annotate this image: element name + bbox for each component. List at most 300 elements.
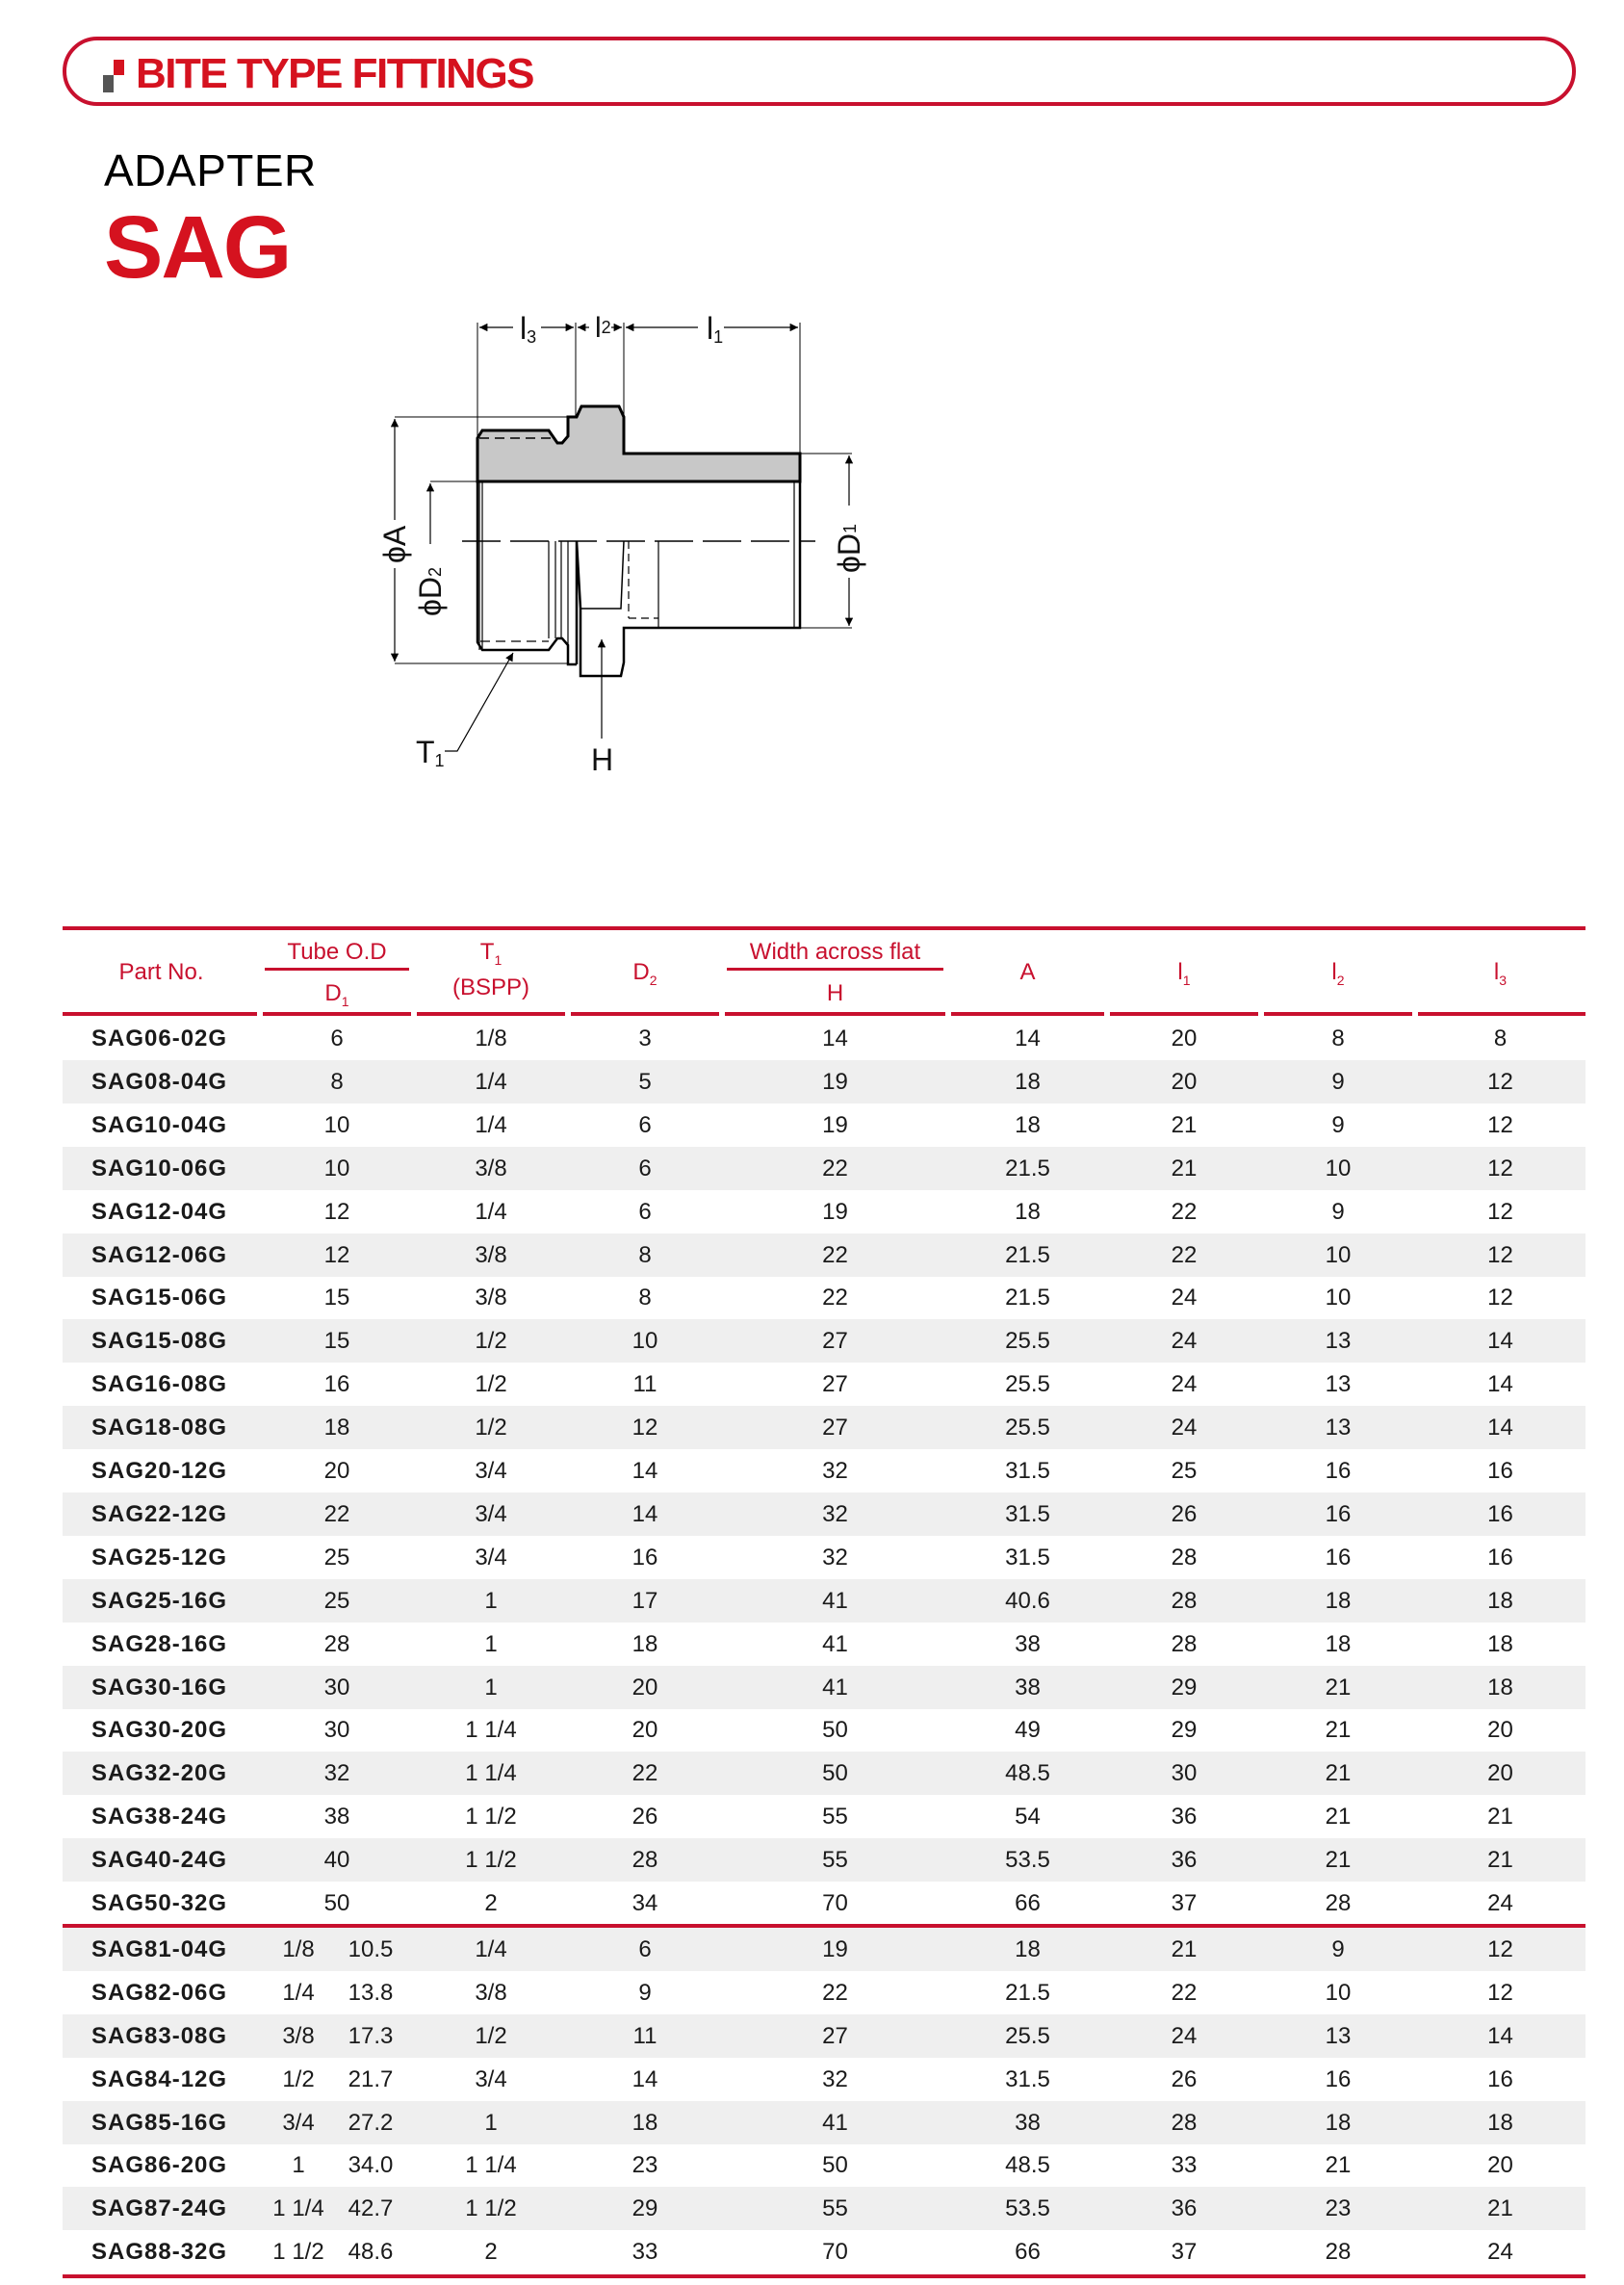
- cell-d2: 8: [638, 1241, 652, 1268]
- cell-l1: 36: [1171, 1847, 1198, 1874]
- cell-d2: 6: [638, 1935, 652, 1962]
- cell-thread-t1: 3/4: [475, 1500, 507, 1527]
- table-row: [63, 2058, 1585, 2101]
- cell-l3: 14: [1487, 1328, 1513, 1355]
- svg-text:ϕD1: ϕD1: [832, 523, 866, 573]
- cell-thread-t1: 1/4: [475, 1068, 507, 1095]
- cell-thread-t1: 1/4: [475, 1111, 507, 1138]
- technical-drawing: [366, 289, 1309, 847]
- section-title: BITE TYPE FITTINGS: [136, 50, 534, 97]
- cell-thread-t1: 1/4: [475, 1935, 507, 1962]
- cell-d2: 33: [632, 2239, 658, 2266]
- cell-l1: 24: [1171, 1415, 1198, 1441]
- header-t1: $T_1$: [479, 939, 503, 968]
- cell-a: 25.5: [1005, 2022, 1050, 2049]
- cell-l3: 20: [1487, 2152, 1513, 2179]
- table-top-rule: [63, 926, 1585, 930]
- cell-thread-t1: 3/8: [475, 1241, 507, 1268]
- cell-thread-t1: 1 1/2: [465, 1847, 517, 1874]
- cell-l1: 37: [1171, 2239, 1198, 2266]
- cell-l2: 9: [1331, 1111, 1345, 1138]
- cell-h: 22: [822, 1285, 848, 1311]
- cell-l2: 21: [1325, 2152, 1352, 2179]
- cell-l1: 24: [1171, 2022, 1198, 2049]
- header-l2: $l_2$: [1331, 959, 1345, 988]
- cell-d2: 14: [632, 1500, 658, 1527]
- cell-part-no: SAG30-20G: [91, 1717, 228, 1744]
- cell-h: 14: [822, 1026, 848, 1052]
- cell-part-no: SAG18-08G: [91, 1415, 228, 1441]
- cell-l3: 12: [1487, 1155, 1513, 1181]
- cell-tube-od-mm: 27.2: [348, 2109, 394, 2136]
- cell-l2: 13: [1325, 1371, 1352, 1398]
- cell-d2: 14: [632, 1458, 658, 1484]
- cell-thread-t1: 1: [484, 1674, 498, 1701]
- cell-l1: 20: [1171, 1068, 1198, 1095]
- cell-l1: 30: [1171, 1760, 1198, 1787]
- cell-part-no: SAG20-12G: [91, 1458, 228, 1484]
- cell-d2: 11: [632, 1371, 657, 1398]
- cell-l1: 26: [1171, 2065, 1198, 2092]
- cell-l1: 33: [1171, 2152, 1198, 2179]
- cell-l3: 18: [1487, 1630, 1513, 1657]
- cell-l3: 20: [1487, 1717, 1513, 1744]
- product-category: ADAPTER: [104, 145, 317, 195]
- cell-d2: 26: [632, 1804, 658, 1831]
- cell-d2: 6: [638, 1111, 652, 1138]
- cell-d2: 34: [632, 1890, 658, 1916]
- table-row: [63, 1190, 1585, 1233]
- cell-l2: 10: [1325, 1241, 1352, 1268]
- cell-a: 49: [1015, 1717, 1041, 1744]
- cell-l2: 13: [1325, 2022, 1352, 2049]
- cell-l3: 14: [1487, 2022, 1513, 2049]
- cell-l1: 24: [1171, 1328, 1198, 1355]
- cell-h: 32: [822, 1544, 848, 1571]
- cell-part-no: SAG40-24G: [91, 1847, 228, 1874]
- table-row: [63, 1017, 1585, 1060]
- cell-thread-t1: 3/8: [475, 1979, 507, 2006]
- cell-part-no: SAG22-12G: [91, 1500, 228, 1527]
- cell-l2: 16: [1325, 1500, 1352, 1527]
- cell-h: 22: [822, 1241, 848, 1268]
- table-row: [63, 1449, 1585, 1493]
- cell-l1: 24: [1171, 1285, 1198, 1311]
- header-width-across-flat: Width across flat: [749, 939, 921, 965]
- cell-a: 21.5: [1005, 1285, 1050, 1311]
- cell-thread-t1: 3/4: [475, 2065, 507, 2092]
- cell-l3: 24: [1487, 2239, 1513, 2266]
- table-row: [63, 1928, 1585, 1971]
- cell-h: 41: [822, 2109, 848, 2136]
- cell-l3: 12: [1487, 1198, 1513, 1225]
- cell-thread-t1: 1/2: [475, 2022, 507, 2049]
- cell-thread-t1: 1 1/4: [465, 1760, 517, 1787]
- table-row: [63, 1795, 1585, 1838]
- cell-l3: 16: [1487, 1458, 1513, 1484]
- cell-l2: 10: [1325, 1155, 1352, 1181]
- header-l3: $l_3$: [1493, 959, 1508, 988]
- cell-tube-od: 12: [323, 1198, 350, 1225]
- cell-thread-t1: 1: [484, 2109, 498, 2136]
- cell-l3: 12: [1487, 1979, 1513, 2006]
- table-row: [63, 1363, 1585, 1406]
- cell-tube-od: 25: [323, 1587, 350, 1614]
- cell-h: 27: [822, 1415, 848, 1441]
- cell-part-no: SAG84-12G: [91, 2065, 228, 2092]
- cell-a: 18: [1015, 1068, 1041, 1095]
- cell-l2: 13: [1325, 1328, 1352, 1355]
- cell-a: 14: [1015, 1026, 1041, 1052]
- cell-part-no: SAG16-08G: [91, 1371, 228, 1398]
- cell-l2: 18: [1325, 1630, 1352, 1657]
- cell-part-no: SAG10-04G: [91, 1111, 228, 1138]
- cell-tube-od: 20: [323, 1458, 350, 1484]
- cell-tube-od: 38: [323, 1804, 350, 1831]
- cell-part-no: SAG87-24G: [91, 2195, 228, 2222]
- cell-thread-t1: 2: [484, 2239, 498, 2266]
- cell-l2: 9: [1331, 1935, 1345, 1962]
- cell-h: 55: [822, 1804, 848, 1831]
- header-part-no: Part No.: [118, 959, 204, 985]
- header-a: A: [1019, 959, 1036, 985]
- cell-a: 18: [1015, 1935, 1041, 1962]
- cell-thread-t1: 1 1/2: [465, 2195, 517, 2222]
- cell-part-no: SAG15-08G: [91, 1328, 228, 1355]
- cell-a: 25.5: [1005, 1415, 1050, 1441]
- cell-thread-t1: 2: [484, 1890, 498, 1916]
- table-bottom-rule: [63, 2274, 1585, 2278]
- cell-a: 21.5: [1005, 1155, 1050, 1181]
- cell-l1: 20: [1171, 1026, 1198, 1052]
- cell-h: 32: [822, 1500, 848, 1527]
- cell-h: 32: [822, 1458, 848, 1484]
- table-row: [63, 1579, 1585, 1623]
- cell-h: 22: [822, 1155, 848, 1181]
- svg-text:l2: l2: [595, 312, 611, 344]
- cell-part-no: SAG28-16G: [91, 1630, 228, 1657]
- cell-h: 55: [822, 1847, 848, 1874]
- cell-l1: 28: [1171, 1587, 1198, 1614]
- cell-tube-od-inch: 3/4: [282, 2109, 315, 2136]
- cell-thread-t1: 3/4: [475, 1458, 507, 1484]
- cell-d2: 3: [638, 1026, 652, 1052]
- cell-a: 18: [1015, 1111, 1041, 1138]
- cell-l2: 23: [1325, 2195, 1352, 2222]
- cell-thread-t1: 1/4: [475, 1198, 507, 1225]
- cell-l3: 16: [1487, 1500, 1513, 1527]
- cell-d2: 8: [638, 1285, 652, 1311]
- cell-tube-od-mm: 21.7: [348, 2065, 394, 2092]
- cell-tube-od-mm: 34.0: [348, 2152, 394, 2179]
- cell-thread-t1: 1: [484, 1630, 498, 1657]
- cell-l3: 16: [1487, 2065, 1513, 2092]
- cell-l1: 21: [1171, 1935, 1198, 1962]
- cell-tube-od: 30: [323, 1717, 350, 1744]
- cell-a: 21.5: [1005, 1241, 1050, 1268]
- table-row: [63, 1276, 1585, 1319]
- cell-thread-t1: 1/8: [475, 1026, 507, 1052]
- cell-d2: 23: [632, 2152, 658, 2179]
- cell-l1: 21: [1171, 1155, 1198, 1181]
- cell-l1: 37: [1171, 1890, 1198, 1916]
- cell-d2: 5: [638, 1068, 652, 1095]
- cell-l1: 36: [1171, 2195, 1198, 2222]
- dimension-labels: [377, 311, 866, 777]
- cell-h: 27: [822, 1328, 848, 1355]
- cell-thread-t1: 1/2: [475, 1371, 507, 1398]
- cell-thread-t1: 1 1/4: [465, 2152, 517, 2179]
- table-row: [63, 2230, 1585, 2273]
- cell-d2: 6: [638, 1155, 652, 1181]
- cell-h: 70: [822, 1890, 848, 1916]
- cell-a: 38: [1015, 1630, 1041, 1657]
- cell-tube-od-inch: 1 1/2: [272, 2239, 324, 2266]
- table-row: [63, 2101, 1585, 2144]
- cell-l3: 16: [1487, 1544, 1513, 1571]
- header-l1: $l_1$: [1177, 959, 1191, 988]
- cell-l2: 16: [1325, 1544, 1352, 1571]
- cell-tube-od: 6: [330, 1026, 344, 1052]
- cell-l1: 29: [1171, 1674, 1198, 1701]
- cell-thread-t1: 1 1/4: [465, 1717, 517, 1744]
- cell-d2: 28: [632, 1847, 658, 1874]
- cell-h: 32: [822, 2065, 848, 2092]
- table-row: [63, 1319, 1585, 1363]
- header-t1-unit: (BSPP): [451, 974, 529, 1000]
- cell-thread-t1: 1 1/2: [465, 1804, 517, 1831]
- cell-a: 40.6: [1005, 1587, 1050, 1614]
- cell-h: 19: [822, 1198, 848, 1225]
- cell-part-no: SAG81-04G: [91, 1935, 228, 1962]
- table-row: [63, 1147, 1585, 1190]
- cell-l3: 12: [1487, 1241, 1513, 1268]
- cell-h: 70: [822, 2239, 848, 2266]
- cell-part-no: SAG10-06G: [91, 1155, 228, 1181]
- cell-l2: 28: [1325, 2239, 1352, 2266]
- cell-a: 66: [1015, 2239, 1041, 2266]
- cell-l2: 21: [1325, 1717, 1352, 1744]
- cell-h: 22: [822, 1979, 848, 2006]
- cell-thread-t1: 1: [484, 1587, 498, 1614]
- cell-a: 25.5: [1005, 1371, 1050, 1398]
- cell-h: 19: [822, 1935, 848, 1962]
- cell-l3: 12: [1487, 1068, 1513, 1095]
- cell-d2: 20: [632, 1674, 658, 1701]
- cell-part-no: SAG38-24G: [91, 1804, 228, 1831]
- cell-tube-od-mm: 48.6: [348, 2239, 394, 2266]
- cell-d2: 22: [632, 1760, 658, 1787]
- cell-h: 27: [822, 1371, 848, 1398]
- section-banner: [63, 37, 1576, 106]
- cell-l1: 36: [1171, 1804, 1198, 1831]
- cell-d2: 12: [632, 1415, 658, 1441]
- cell-l2: 18: [1325, 2109, 1352, 2136]
- cell-l2: 10: [1325, 1979, 1352, 2006]
- cell-l1: 29: [1171, 1717, 1198, 1744]
- cell-l2: 9: [1331, 1198, 1345, 1225]
- cell-l1: 28: [1171, 1630, 1198, 1657]
- cell-l2: 10: [1325, 1285, 1352, 1311]
- cell-thread-t1: 1/2: [475, 1415, 507, 1441]
- cell-l2: 8: [1331, 1026, 1345, 1052]
- cell-a: 38: [1015, 1674, 1041, 1701]
- cell-a: 38: [1015, 2109, 1041, 2136]
- cell-part-no: SAG15-06G: [91, 1285, 228, 1311]
- cell-l2: 21: [1325, 1760, 1352, 1787]
- svg-text:l1: l1: [707, 311, 724, 347]
- cell-l2: 18: [1325, 1587, 1352, 1614]
- brand-logo-icon: [103, 60, 126, 92]
- cell-a: 48.5: [1005, 1760, 1050, 1787]
- cell-thread-t1: 3/8: [475, 1155, 507, 1181]
- cell-a: 18: [1015, 1198, 1041, 1225]
- cell-tube-od: 25: [323, 1544, 350, 1571]
- cell-h: 41: [822, 1630, 848, 1657]
- cell-d2: 20: [632, 1717, 658, 1744]
- cell-part-no: SAG32-20G: [91, 1760, 228, 1787]
- cell-tube-od: 10: [323, 1155, 350, 1181]
- cell-part-no: SAG25-16G: [91, 1587, 228, 1614]
- cell-d2: 18: [632, 2109, 658, 2136]
- header-h: H: [826, 980, 844, 1006]
- cell-tube-od: 10: [323, 1111, 350, 1138]
- table-row: [63, 1971, 1585, 2014]
- cell-l2: 16: [1325, 1458, 1352, 1484]
- cell-l3: 18: [1487, 1587, 1513, 1614]
- cell-thread-t1: 3/4: [475, 1544, 507, 1571]
- cell-l3: 20: [1487, 1760, 1513, 1787]
- cell-d2: 14: [632, 2065, 658, 2092]
- table-row: [63, 1493, 1585, 1536]
- cell-l2: 21: [1325, 1674, 1352, 1701]
- cell-d2: 6: [638, 1198, 652, 1225]
- cell-l2: 21: [1325, 1847, 1352, 1874]
- cell-h: 55: [822, 2195, 848, 2222]
- svg-text:H: H: [591, 742, 614, 777]
- table-row: [63, 1882, 1585, 1925]
- cell-h: 27: [822, 2022, 848, 2049]
- cell-h: 50: [822, 1760, 848, 1787]
- cell-tube-od: 32: [323, 1760, 350, 1787]
- svg-text:l3: l3: [520, 311, 537, 347]
- header-tube-od: Tube O.D: [287, 939, 387, 965]
- cell-l3: 21: [1487, 1847, 1513, 1874]
- cell-l3: 8: [1493, 1026, 1508, 1052]
- cell-tube-od: 12: [323, 1241, 350, 1268]
- cell-l3: 18: [1487, 1674, 1513, 1701]
- cell-tube-od: 28: [323, 1630, 350, 1657]
- header-d2: $D_2$: [632, 959, 657, 988]
- cell-tube-od: 30: [323, 1674, 350, 1701]
- table-row: [63, 1623, 1585, 1666]
- cell-l2: 28: [1325, 1890, 1352, 1916]
- cell-a: 31.5: [1005, 1500, 1050, 1527]
- cell-l3: 12: [1487, 1285, 1513, 1311]
- cell-h: 50: [822, 2152, 848, 2179]
- cell-thread-t1: 3/8: [475, 1285, 507, 1311]
- cell-a: 54: [1015, 1804, 1041, 1831]
- cell-a: 31.5: [1005, 1544, 1050, 1571]
- cell-h: 19: [822, 1111, 848, 1138]
- cell-l1: 28: [1171, 2109, 1198, 2136]
- cell-d2: 10: [632, 1328, 658, 1355]
- cell-l3: 24: [1487, 1890, 1513, 1916]
- cell-l3: 12: [1487, 1935, 1513, 1962]
- cell-part-no: SAG12-04G: [91, 1198, 228, 1225]
- cell-d2: 17: [632, 1587, 658, 1614]
- table-row: [63, 1838, 1585, 1882]
- cell-part-no: SAG88-32G: [91, 2239, 228, 2266]
- cell-tube-od-inch: 1/8: [282, 1935, 315, 1962]
- cell-l3: 21: [1487, 2195, 1513, 2222]
- table-row: [63, 1406, 1585, 1449]
- cell-l1: 25: [1171, 1458, 1198, 1484]
- cell-h: 41: [822, 1587, 848, 1614]
- cell-tube-od: 8: [330, 1068, 344, 1095]
- cell-tube-od-mm: 13.8: [348, 1979, 394, 2006]
- table-row: [63, 2143, 1585, 2187]
- cell-l2: 9: [1331, 1068, 1345, 1095]
- cell-d2: 29: [632, 2195, 658, 2222]
- cell-d2: 16: [632, 1544, 658, 1571]
- cell-tube-od-inch: 1/4: [282, 1979, 315, 2006]
- cell-tube-od: 22: [323, 1500, 350, 1527]
- cell-d2: 11: [632, 2022, 657, 2049]
- table-row: [63, 1104, 1585, 1147]
- cell-a: 66: [1015, 1890, 1041, 1916]
- cell-a: 48.5: [1005, 2152, 1050, 2179]
- cell-tube-od: 15: [323, 1285, 350, 1311]
- cell-l1: 24: [1171, 1371, 1198, 1398]
- header-d1: $D_1$: [324, 980, 349, 1009]
- table-row: [63, 2187, 1585, 2230]
- cell-part-no: SAG12-06G: [91, 1241, 228, 1268]
- cell-tube-od-inch: 1: [292, 2152, 305, 2179]
- cell-h: 19: [822, 1068, 848, 1095]
- cell-part-no: SAG06-02G: [91, 1026, 228, 1052]
- cell-part-no: SAG85-16G: [91, 2109, 228, 2136]
- cell-a: 31.5: [1005, 2065, 1050, 2092]
- cell-d2: 9: [638, 1979, 652, 2006]
- cell-tube-od: 16: [323, 1371, 350, 1398]
- cell-tube-od: 50: [323, 1890, 350, 1916]
- svg-text:T1: T1: [416, 735, 445, 770]
- cell-l2: 21: [1325, 1804, 1352, 1831]
- cell-l3: 21: [1487, 1804, 1513, 1831]
- table-row: [63, 1060, 1585, 1104]
- cell-tube-od: 15: [323, 1328, 350, 1355]
- cell-tube-od-mm: 10.5: [348, 1935, 394, 1962]
- cell-l2: 16: [1325, 2065, 1352, 2092]
- cell-tube-od-inch: 1/2: [282, 2065, 315, 2092]
- product-code: SAG: [104, 198, 291, 297]
- cell-part-no: SAG08-04G: [91, 1068, 228, 1095]
- cell-l1: 22: [1171, 1241, 1198, 1268]
- cell-part-no: SAG82-06G: [91, 1979, 228, 2006]
- table-row: [63, 1536, 1585, 1579]
- cell-tube-od-mm: 17.3: [348, 2022, 394, 2049]
- cell-tube-od: 18: [323, 1415, 350, 1441]
- cell-tube-od-inch: 1 1/4: [272, 2195, 324, 2222]
- cell-a: 21.5: [1005, 1979, 1050, 2006]
- cell-thread-t1: 1/2: [475, 1328, 507, 1355]
- cell-part-no: SAG30-16G: [91, 1674, 228, 1701]
- table-row: [63, 1666, 1585, 1709]
- cell-l1: 22: [1171, 1979, 1198, 2006]
- cell-a: 25.5: [1005, 1328, 1050, 1355]
- cell-part-no: SAG50-32G: [91, 1890, 228, 1916]
